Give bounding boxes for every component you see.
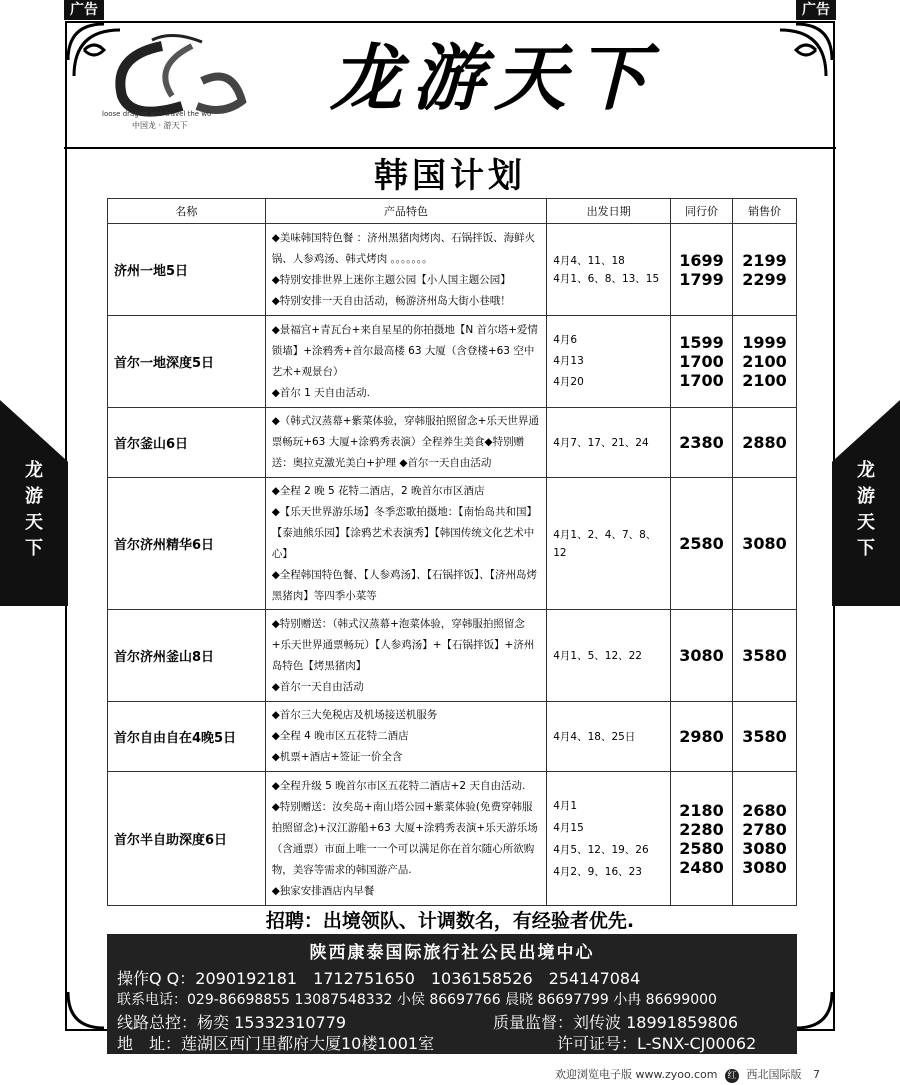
corner-ornament-br (796, 992, 832, 1028)
peer-price (671, 224, 733, 316)
price-value: 3080 (742, 534, 787, 553)
table-row (108, 408, 797, 478)
company-name: 陕西康泰国际旅行社公民出境中心 (309, 943, 595, 963)
feature-line: ◆全程升级 5 晚首尔市区五花特二酒店+2 天自由活动. (271, 779, 526, 792)
corner-ornament-tr (780, 24, 832, 76)
feature-line: ◆全程 4 晚市区五花特二酒店 (271, 730, 409, 742)
date-line: 4月1、6、8、13、15 (553, 272, 660, 285)
table-row (108, 224, 797, 316)
price-value: 2299 (742, 269, 787, 289)
price-value: 3080 (679, 646, 724, 665)
plan-dates (547, 316, 671, 408)
feature-line: ◆独家安排酒店内早餐 (271, 884, 375, 897)
date-line: 4月4、11、18 (553, 254, 625, 267)
page-footer (555, 1066, 820, 1083)
plan-name: 首尔自由自在4晚5日 (108, 702, 266, 772)
plan-name: 首尔釜山6日 (108, 408, 266, 478)
side-label-right: 龙 游 天 下 (857, 460, 875, 559)
ad-label-left: 广告 (64, 0, 104, 20)
peer-price (671, 772, 733, 906)
price-value: 2180 (679, 800, 724, 820)
feature-line: ◆首尔一天自由活动 (271, 680, 364, 693)
price-value: 2480 (679, 857, 724, 877)
column-header-name: 名称 (108, 199, 266, 224)
price-value: 1700 (679, 371, 724, 390)
feature-line: ◆特别赠送：（韩式汉蒸幕+泡菜体验，穿韩服拍照留念+乐天世界通票畅玩）【人参鸡汤】+【石锅拌饭】+济州岛特色【烤黑猪肉】 (271, 617, 535, 672)
feature-line: ◆全程 2 晚 5 花特二酒店，2 晚首尔市区酒店 (271, 484, 485, 497)
price-value: 2780 (742, 819, 787, 839)
table-row (108, 478, 797, 610)
date-line: 4月1、5、12、22 (553, 649, 642, 662)
plan-dates (547, 610, 671, 702)
license-line: 许可证号：L-SNX-CJ00062 (557, 1034, 757, 1053)
qq-line: 操作Q Q：2090192181 1712751650 1036158526 254147084 (117, 969, 641, 988)
price-value: 3580 (742, 646, 787, 665)
peer-price (671, 478, 733, 610)
feature-line: ◆首尔 1 天自由活动. (271, 386, 370, 399)
sale-price (733, 772, 797, 906)
side-label-left: 龙 游 天 下 (25, 460, 43, 559)
date-line: 4月13 (553, 355, 584, 367)
logo-english-text: loose dragon and travel the wo (102, 110, 212, 118)
logo-chinese-text: 中国龙 · 游天下 (132, 121, 188, 130)
plan-name: 首尔半自助深度6日 (108, 772, 266, 906)
price-value: 2580 (679, 534, 724, 553)
plan-name: 首尔济州精华6日 (108, 478, 266, 610)
price-value: 2680 (742, 800, 787, 820)
corner-ornament-bl (68, 992, 104, 1028)
price-value: 3080 (742, 838, 787, 858)
price-value: 2880 (742, 433, 787, 452)
plan-name: 济州一地5日 (108, 224, 266, 316)
table-row (108, 316, 797, 408)
date-line: 4月1、2、4、7、8、12 (553, 528, 657, 559)
peer-price (671, 408, 733, 478)
address-line: 地 址：莲湖区西门里都府大厦10楼1001室 (117, 1034, 435, 1053)
price-value: 1699 (679, 250, 724, 270)
price-value: 2980 (679, 727, 724, 746)
price-value: 2380 (679, 433, 724, 452)
table-header-row (108, 199, 797, 224)
brand-title: 龙游天下 (330, 35, 659, 120)
sale-price (733, 702, 797, 772)
price-value: 1599 (679, 333, 724, 352)
peer-price (671, 316, 733, 408)
plan-features (265, 316, 547, 408)
sale-price (733, 478, 797, 610)
plan-features (265, 478, 547, 610)
director-line: 线路总控：杨奕 15332310779 (117, 1013, 347, 1032)
phone-line: 联系电话：029-86698855 13087548332 小侯 86697766 晨晓 86697799 小冉 86699000 (117, 992, 717, 1008)
brand-logo (92, 26, 272, 134)
plan-features (265, 772, 547, 906)
plan-dates (547, 478, 671, 610)
contact-panel (107, 934, 797, 1054)
peer-price (671, 702, 733, 772)
plan-features (265, 224, 547, 316)
price-value: 3080 (742, 857, 787, 877)
plan-dates (547, 772, 671, 906)
column-header-sale-price: 销售价 (733, 199, 797, 224)
page-title: 韩国计划 (374, 156, 526, 196)
quality-line: 质量监督：刘传波 18991859806 (493, 1013, 739, 1032)
date-line: 4月5、12、19、26 (553, 843, 649, 856)
recruitment-notice: 招聘：出境领队、计调数名，有经验者优先. (265, 910, 635, 932)
plan-table (107, 198, 797, 906)
feature-line: ◆特别安排世界上迷你主题公园【小人国主题公园】 (271, 273, 511, 286)
table-row (108, 610, 797, 702)
plan-dates (547, 224, 671, 316)
feature-line: ◆景福宫+青瓦台+来自星星的你拍摄地【N 首尔塔+爱情锁墙】+涂鸦秀+首尔最高楼 63 大厦（含登楼+63 空中艺术+观景台） (271, 323, 538, 378)
feature-line: ◆（韩式汉蒸幕+紫菜体验，穿韩服拍照留念+乐天世界通票畅玩+63 大厦+涂鸦秀表演）全程养生美食◆特别赠送：奥拉克激光美白+护理 ◆首尔一天自由活动 (271, 415, 539, 469)
feature-line: ◆特别赠送：汝矣岛+南山塔公园+紫菜体验(免费穿韩服拍照留念)+汉江游船+63 大厦+涂鸦秀表演+乐天游乐场（含通票）市面上唯一一个可以满足你在首尔随心所欲购物，美容等需求的韩国游产品. (271, 800, 538, 876)
sale-price (733, 316, 797, 408)
date-line: 4月4、18、25日 (553, 730, 636, 743)
footer-circle-icon: 红 (725, 1069, 739, 1083)
price-value: 2280 (679, 819, 724, 839)
price-value: 2100 (742, 352, 787, 371)
plan-features (265, 610, 547, 702)
footer-page-number: 7 (813, 1068, 820, 1081)
plan-name: 首尔一地深度5日 (108, 316, 266, 408)
feature-line: ◆首尔三大免税店及机场接送机服务 (271, 709, 438, 721)
footer-welcome: 欢迎浏览电子版 www.zyoo.com (554, 1068, 718, 1081)
date-line: 4月15 (553, 821, 584, 834)
feature-line: ◆美味韩国特色餐 ：济州黑猪肉烤肉、石锅拌饭、海鲜火锅、人参鸡汤、韩式烤肉 。。。。。。。 (271, 231, 536, 265)
feature-line: ◆特别安排一天自由活动，畅游济州岛大街小巷哦！ (271, 294, 511, 307)
plan-features (265, 408, 547, 478)
price-value: 1700 (679, 352, 724, 371)
feature-line: ◆机票+酒店+签证一价全含 (271, 751, 403, 763)
date-line: 4月1 (553, 799, 578, 812)
price-value: 2100 (742, 371, 787, 390)
footer-edition: 西北国际版 (746, 1068, 802, 1081)
date-line: 4月7、17、21、24 (553, 436, 649, 449)
price-value: 2580 (679, 838, 724, 858)
table-row (108, 772, 797, 906)
price-value: 1799 (679, 269, 724, 289)
plan-dates (547, 702, 671, 772)
date-line: 4月2、9、16、23 (553, 865, 642, 878)
price-value: 3580 (742, 727, 787, 746)
date-line: 4月20 (553, 376, 584, 388)
price-value: 2199 (742, 250, 787, 270)
feature-line: ◆【乐天世界游乐场】冬季恋歌拍摄地：【南怡岛共和国】【泰迪熊乐园】【涂鸦艺术表演秀】【韩国传统文化艺术中心】 (271, 505, 538, 560)
column-header-peer-price: 同行价 (671, 199, 733, 224)
plan-dates (547, 408, 671, 478)
price-value: 1999 (742, 333, 787, 352)
sale-price (733, 610, 797, 702)
ad-label-right: 广告 (796, 0, 836, 20)
peer-price (671, 610, 733, 702)
column-header-features: 产品特色 (265, 199, 547, 224)
feature-line: ◆全程韩国特色餐、【人参鸡汤】、【石锅拌饭】、【济州岛烤黑猪肉】等四季小菜等 (271, 568, 538, 602)
column-header-dates: 出发日期 (547, 199, 671, 224)
plan-features (265, 702, 547, 772)
sale-price (733, 224, 797, 316)
date-line: 4月6 (553, 334, 578, 346)
table-row (108, 702, 797, 772)
sale-price (733, 408, 797, 478)
plan-name: 首尔济州釜山8日 (108, 610, 266, 702)
